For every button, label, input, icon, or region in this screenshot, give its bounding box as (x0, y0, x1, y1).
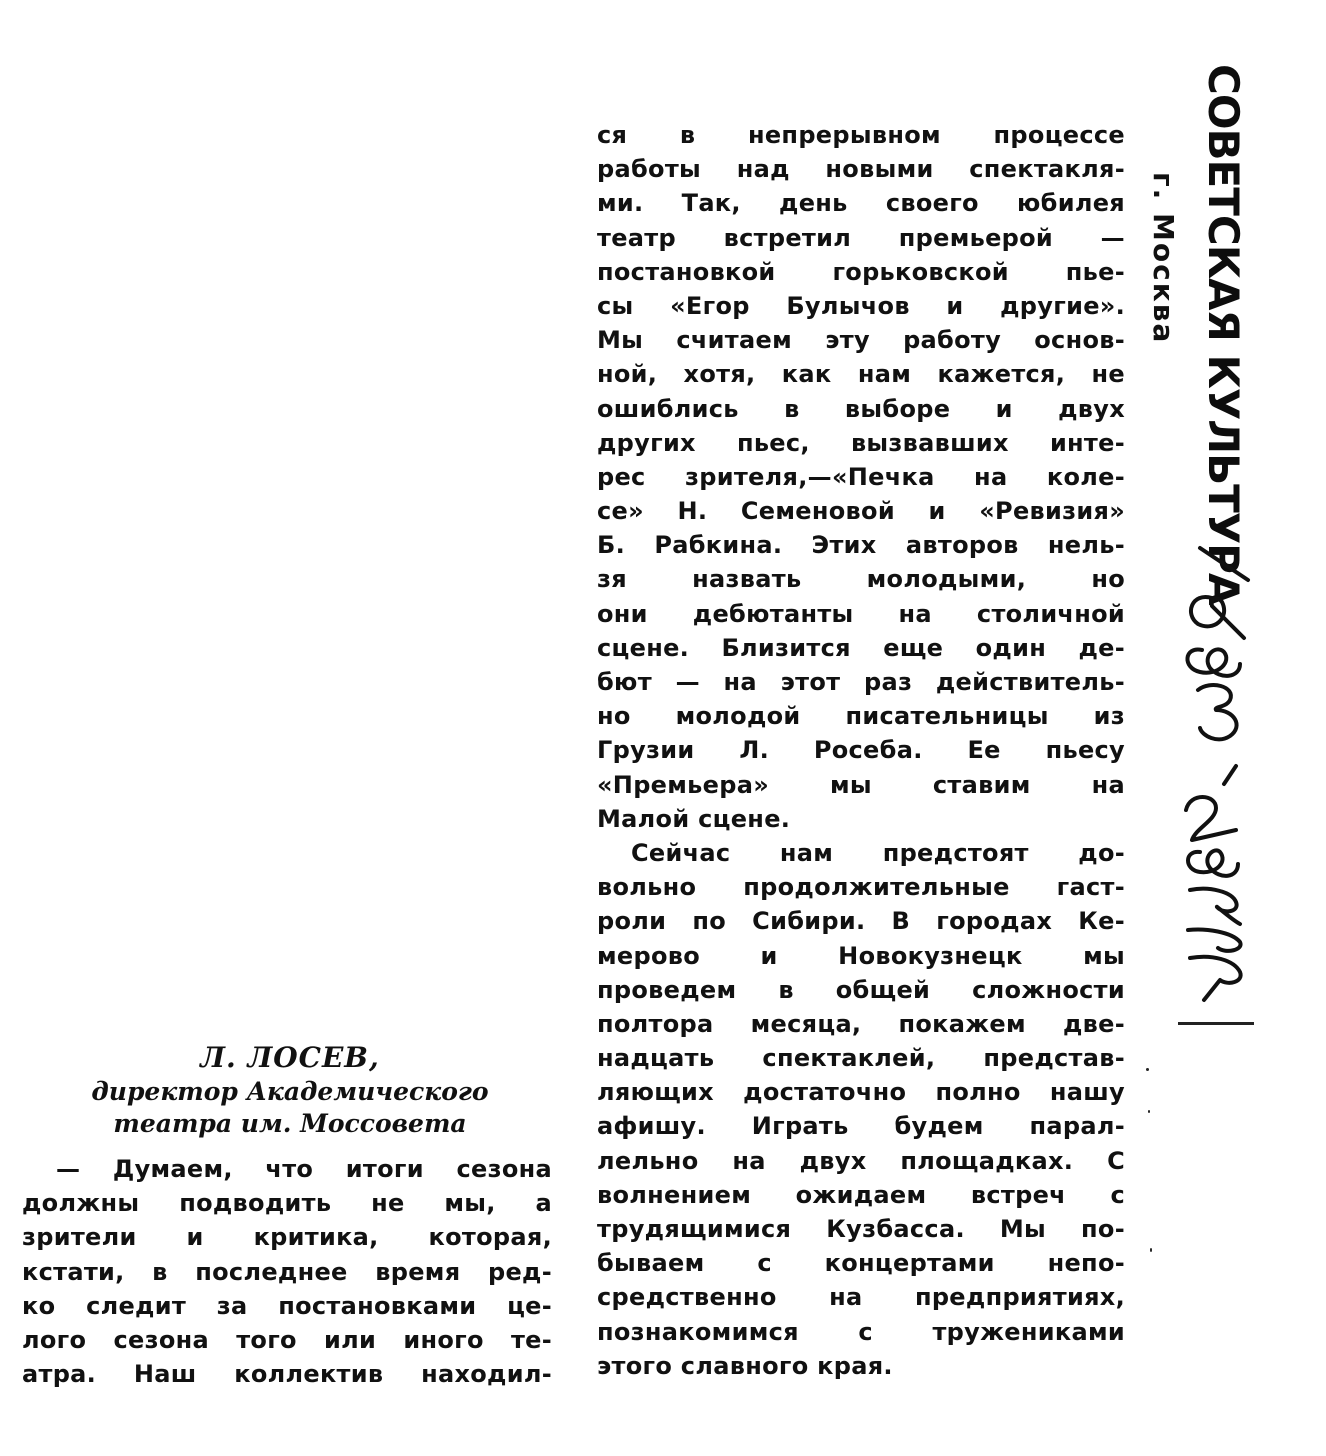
handwritten-date (1140, 540, 1260, 1010)
text-line: волнением ожидаем встреч с (597, 1180, 1125, 1209)
scan-speck (1150, 1248, 1152, 1252)
text-line: кстати, в последнее время ред- (22, 1257, 552, 1286)
text-line: познакомимся с тружениками (597, 1317, 1125, 1346)
text-line: ми. Так, день своего юбилея (597, 189, 1125, 218)
text-line: рес зрителя,—«Печка на коле- (597, 462, 1125, 491)
text-line: лельно на двух площадках. С (597, 1146, 1125, 1175)
scan-speck (1146, 1068, 1149, 1071)
text-line: се» Н. Семеновой и «Ревизия» (597, 497, 1125, 526)
article-left-column (22, 1152, 552, 1391)
stamp-rule (1178, 1022, 1254, 1025)
text-line: средственно на предприятиях, (597, 1283, 1125, 1312)
scan-speck (1148, 1110, 1150, 1113)
text-line: проведем в общей сложности (597, 975, 1125, 1004)
publication-city: г. Москва (1147, 172, 1180, 345)
text-line: мерово и Новокузнецк мы (597, 941, 1125, 970)
text-line: ся в непрерывном процессе (597, 121, 1125, 149)
text-line: Б. Рабкина. Этих авторов нель- (597, 531, 1125, 560)
text-line: постановкой горьковской пье- (597, 257, 1125, 286)
text-line: Грузии Л. Росеба. Ее пьесу (597, 736, 1125, 765)
publication-stamp: СОВЕТСКАЯ КУЛЬТУРА (1199, 64, 1248, 605)
article-right-column (597, 118, 1125, 1383)
text-line: Сейчас нам предстоят до- (631, 838, 1125, 867)
text-line: Мы считаем эту работу основ- (597, 326, 1125, 355)
text-line: бют — на этот раз действитель- (597, 668, 1125, 696)
text-line: роли по Сибири. В городах Ке- (597, 907, 1125, 936)
text-line: сцене. Близится еще один де- (597, 633, 1125, 662)
text-line: сы «Егор Булычов и другие». (597, 291, 1125, 320)
text-line: этого славного края. (597, 1351, 893, 1380)
text-line: зрители и критика, которая, (22, 1223, 552, 1252)
text-line: они дебютанты на столичной (597, 599, 1125, 628)
text-line: бываем с концертами непо- (597, 1249, 1125, 1278)
text-line: театр встретил премьерой — (597, 223, 1125, 252)
text-line: лого сезона того или иного те- (22, 1325, 552, 1354)
text-line: — Думаем, что итоги сезона (56, 1155, 552, 1183)
text-line: надцать спектаклей, представ- (597, 1044, 1125, 1073)
text-line: атра. Наш коллектив находил- (22, 1360, 552, 1389)
author-role-line-2: театра им. Моссовета (113, 1109, 467, 1138)
text-line: ной, хотя, как нам кажется, не (597, 360, 1125, 389)
author-name: Л. ЛОСЕВ, (200, 1041, 380, 1074)
text-line: должны подводить не мы, а (22, 1189, 552, 1218)
text-line: афишу. Играть будем парал- (597, 1112, 1125, 1141)
text-line: «Премьера» мы ставим на (597, 770, 1125, 799)
text-line: ошиблись в выборе и двух (597, 394, 1125, 423)
text-line: но молодой писательницы из (597, 702, 1125, 731)
text-line: Малой сцене. (597, 804, 791, 833)
text-line: трудящимися Кузбасса. Мы по- (597, 1215, 1125, 1243)
text-line: зя назвать молодыми, но (597, 565, 1125, 594)
text-line: других пьес, вызвавших инте- (597, 428, 1125, 457)
byline (30, 1040, 550, 1140)
author-role-line-1: директор Академического (91, 1077, 489, 1106)
text-line: ляющих достаточно полно нашу (597, 1078, 1125, 1107)
handwritten-date-drawing (1140, 540, 1260, 1010)
text-line: вольно продолжительные гаст- (597, 873, 1125, 902)
text-line: ко следит за постановками це- (22, 1291, 552, 1320)
text-line: работы над новыми спектакля- (597, 155, 1125, 184)
text-line: полтора месяца, покажем две- (597, 1009, 1125, 1038)
